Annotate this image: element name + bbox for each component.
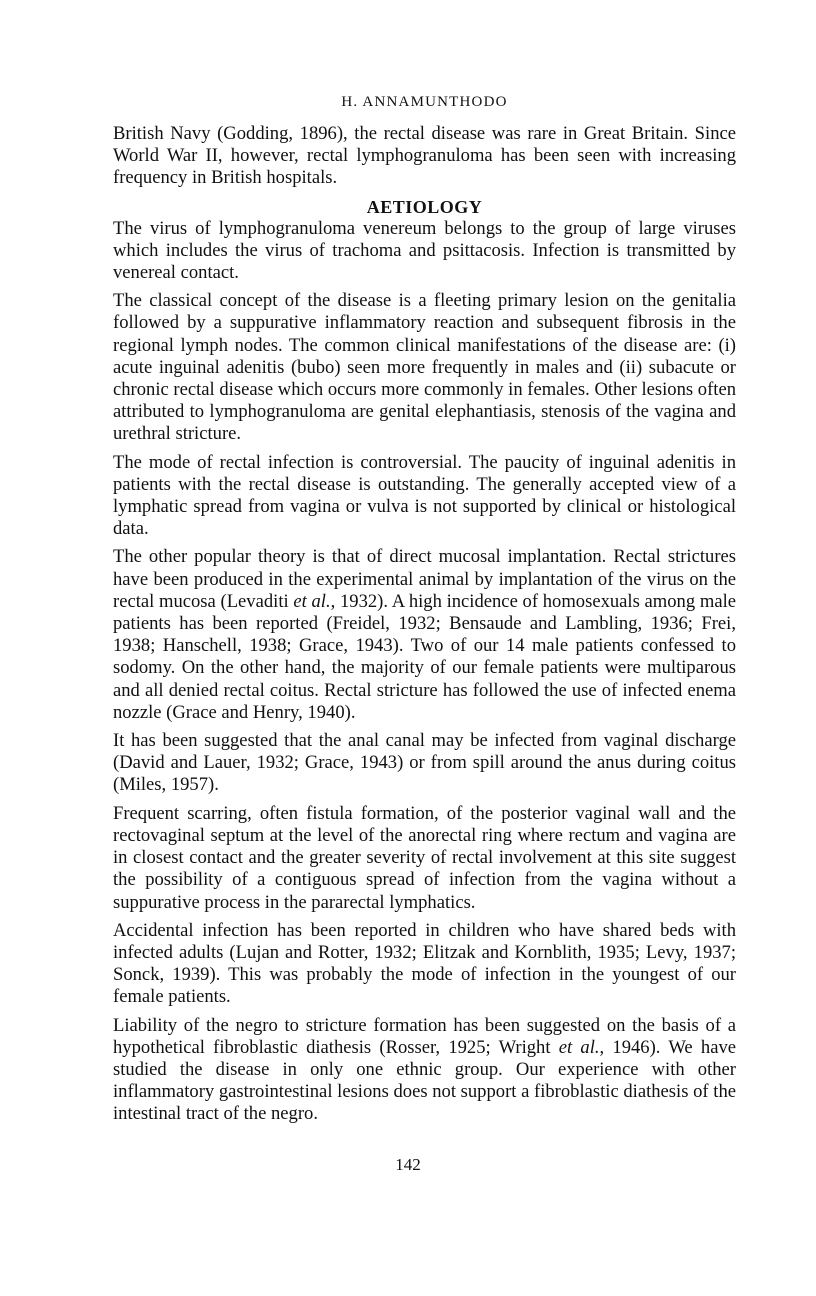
paragraph-accidental-infection: Accidental infection has been reported in children who have shared beds with infected adults (Lujan and Rotter, 1932; Elitzak and Kornblith, 1935; Levy, 1937; Sonck, 1939). This was probably the mode of infection in the youngest of our female patients. bbox=[113, 919, 736, 1008]
paragraph-mode-of-infection: The mode of rectal infection is controversial. The paucity of inguinal adenitis in patients with the rectal disease is outstanding. The generally accepted view of a lymphatic spread from vagina or vulva is not supported by clinical or histological data. bbox=[113, 451, 736, 540]
paragraph-mucosal-implantation bbox=[113, 546, 736, 724]
paragraph-virus: The virus of lymphogranuloma venereum belongs to the group of large viruses which includes the virus of trachoma and psittacosis. Infection is transmitted by venereal contact. bbox=[113, 217, 736, 284]
paragraph-scarring: Frequent scarring, often fistula formation, of the posterior vaginal wall and the rectovaginal septum at the level of the anorectal ring where rectum and vagina are in closest contact and the greater severity of rectal involvement at this site suggest the possibility of a contiguous spread of infection from the vagina without a suppurative process in the pararectal lymphatics. bbox=[113, 802, 736, 913]
text-span: Liability of the negro to stricture formation has been suggested on the basis of a hypothetical fibroblastic diathesis (Rosser, 1925; Wright bbox=[113, 1014, 736, 1058]
page-body bbox=[113, 92, 736, 1126]
paragraph-continuation: British Navy (Godding, 1896), the rectal disease was rare in Great Britain. Since World War II, however, rectal lymphogranuloma has been seen with increasing frequency in British hospitals. bbox=[113, 123, 736, 189]
page-number: 142 bbox=[395, 1155, 421, 1174]
text-span: , 1946). We have studied the disease in only one ethnic group. Our experience with other inflammatory gastrointestinal lesions does not support a fibroblastic diathesis of the intestinal tract of the negro. bbox=[113, 1036, 737, 1125]
text-span: , 1932). A high incidence of homosexuals among male patients has been reported (Freidel, 1932; Bensaude and Lambling, 1936; Frei, 1938; Hanschell, 1938; Grace, 1943). Two of our 14 male patients confessed to sodomy. On the other hand, the majority of our female patients were multiparous and all denied rectal coitus. Rectal stricture has followed the use of infected enema nozzle (Grace and Henry, 1940). bbox=[113, 590, 736, 723]
section-heading: AETIOLOGY bbox=[366, 196, 483, 217]
paragraph-fibroblastic-diathesis bbox=[113, 1015, 736, 1126]
et-al-italic: et al. bbox=[293, 590, 331, 612]
paragraph-vaginal-discharge: It has been suggested that the anal canal may be infected from vaginal discharge (David and Lauer, 1932; Grace, 1943) or from spill around the anus during coitus (Miles, 1957). bbox=[113, 730, 736, 796]
running-head: H. ANNAMUNTHODO bbox=[341, 94, 508, 110]
paragraph-classical-concept: The classical concept of the disease is a fleeting primary lesion on the genitalia followed by a suppurative inflammatory reaction and subsequent fibrosis in the regional lymph nodes. The common clinical manifestations of the disease are: (i) acute inguinal adenitis (bubo) seen more frequently in males and (ii) subacute or chronic rectal disease which occurs more commonly in females. Other lesions often attributed to lymphogranuloma are genital elephantiasis, stenosis of the vagina and urethral stricture. bbox=[113, 290, 736, 445]
et-al-italic: et al. bbox=[558, 1036, 600, 1058]
text-span: The other popular theory is that of direct mucosal implantation. Rectal strictures have been produced in the experimental animal by implantation of the virus on the rectal mucosa (Levaditi bbox=[113, 546, 736, 612]
